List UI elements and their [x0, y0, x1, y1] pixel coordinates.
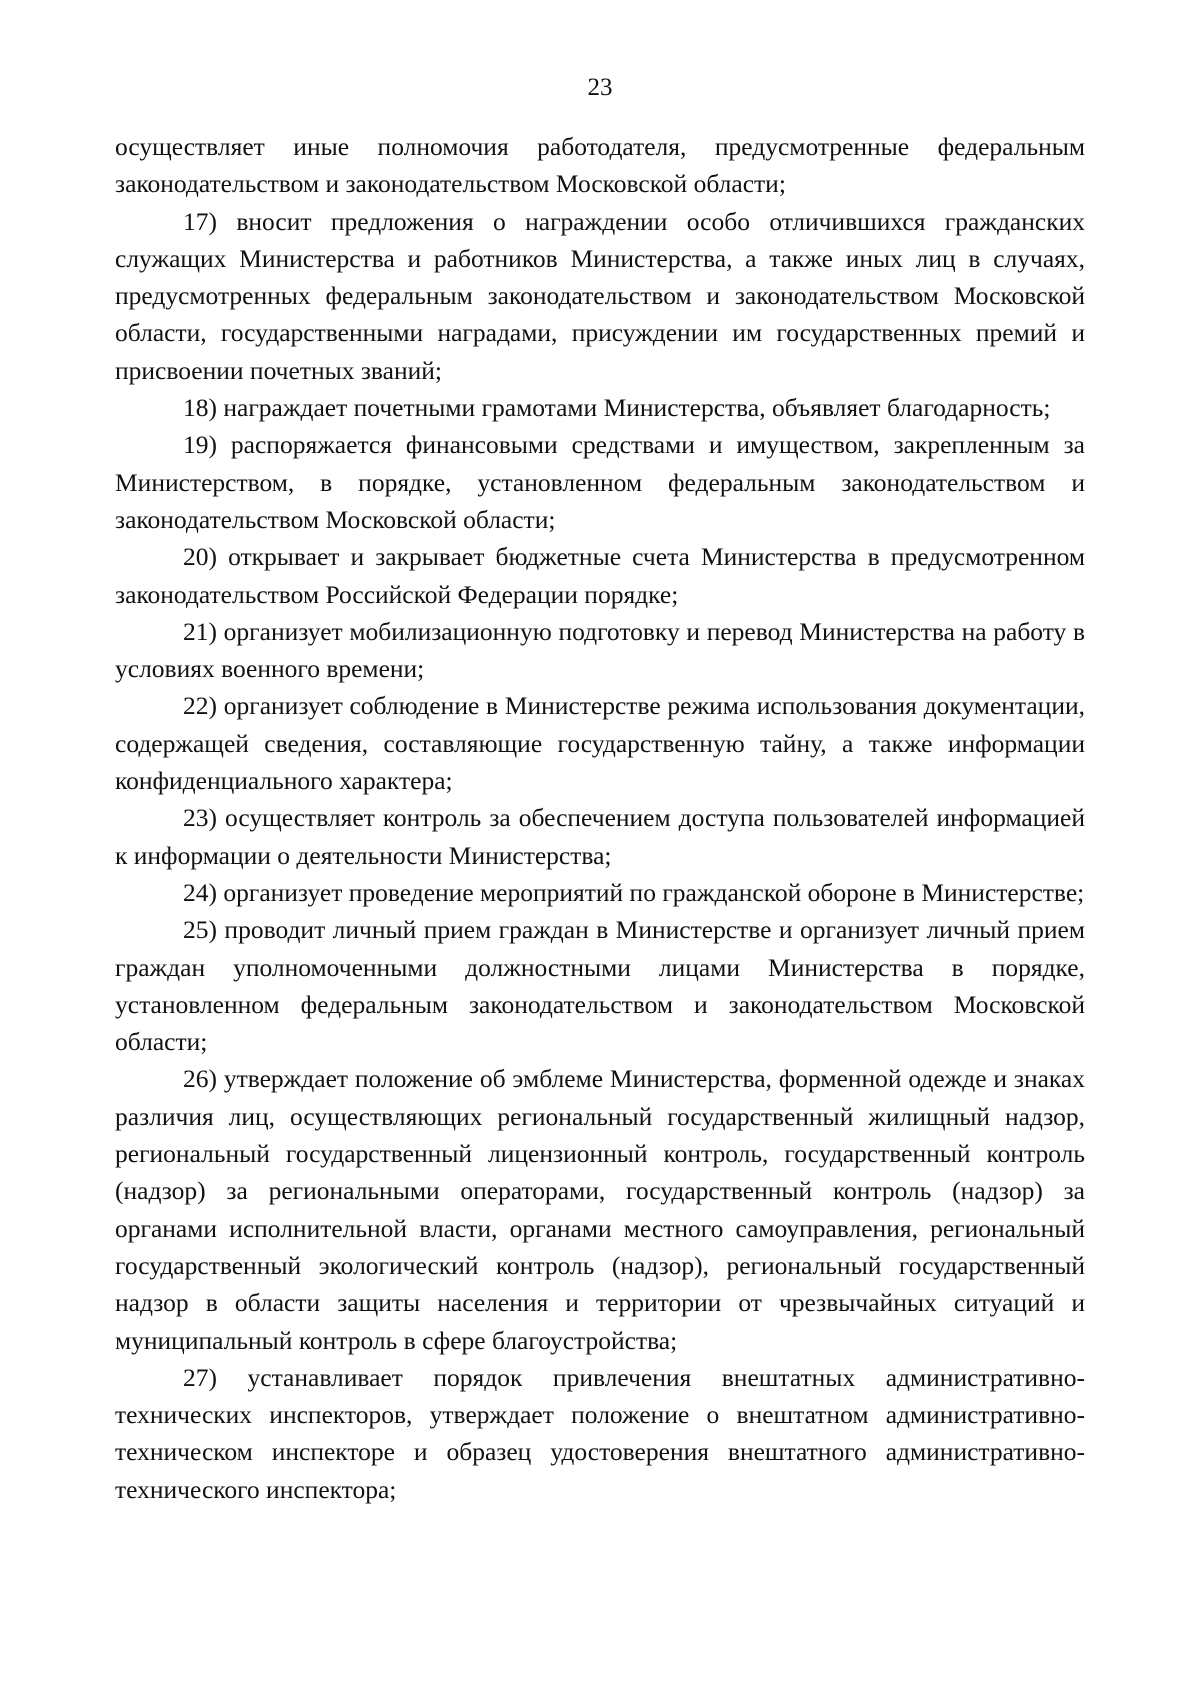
paragraph-item-25: 25) проводит личный прием граждан в Министерстве и организует личный прием граждан уполномоченными должностными лицами Министерства в порядке, установленном федеральным законодательством и законодательством Московской области;: [115, 915, 1085, 1057]
page-number: 23: [587, 74, 613, 101]
document-body: [115, 128, 1085, 1508]
paragraph-item-24: 24) организует проведение мероприятий по гражданской обороне в Министерстве;: [183, 877, 1085, 907]
paragraph-item-19: 19) распоряжается финансовыми средствами и имуществом, закрепленным за Министерством, в порядке, установленном федеральным законодательством и законодательством Московской области;: [115, 430, 1085, 534]
paragraph-item-21: 21) организует мобилизационную подготовку и перевод Министерства на работу в условиях военного времени;: [115, 616, 1085, 684]
paragraph-item-26: 26) утверждает положение об эмблеме Министерства, форменной одежде и знаках различия лиц, осуществляющих региональный государственный жилищный надзор, региональный государственный лицензионный контроль, государственный контроль (надзор) за региональными операторами, государственный контроль (надзор) за органами исполнительной власти, органами местного самоуправления, региональный государственный экологический контроль (надзор), региональный государственный надзор в области защиты населения и территории от чрезвычайных ситуаций и муниципальный контроль в сфере благоустройства;: [115, 1064, 1085, 1355]
paragraph-item-23: 23) осуществляет контроль за обеспечением доступа пользователей информацией к информации о деятельности Министерства;: [115, 803, 1085, 870]
paragraph-item-27: 27) устанавливает порядок привлечения внештатных административно-технических инспекторов, утверждает положение о внештатном административно-техническом инспекторе и образец удостоверения внештатного административно-технического инспектора;: [115, 1362, 1085, 1504]
paragraph-item-17: 17) вносит предложения о награждении особо отличившихся гражданских служащих Министерства и работников Министерства, а также иных лиц в случаях, предусмотренных федеральным законодательством и законодательством Московской области, государственными наградами, присуждении им государственных премий и присвоении почетных званий;: [115, 206, 1085, 385]
paragraph-continuation: осуществляет иные полномочия работодателя, предусмотренные федеральным законодательством и законодательством Московской области;: [115, 132, 1085, 199]
paragraph-item-18: 18) награждает почетными грамотами Министерства, объявляет благодарность;: [183, 393, 1051, 423]
paragraph-item-22: 22) организует соблюдение в Министерстве режима использования документации, содержащей сведения, составляющие государственную тайну, а также информации конфиденциального характера;: [115, 691, 1085, 796]
paragraph-item-20: 20) открывает и закрывает бюджетные счета Министерства в предусмотренном законодательством Российской Федерации порядке;: [115, 542, 1085, 609]
